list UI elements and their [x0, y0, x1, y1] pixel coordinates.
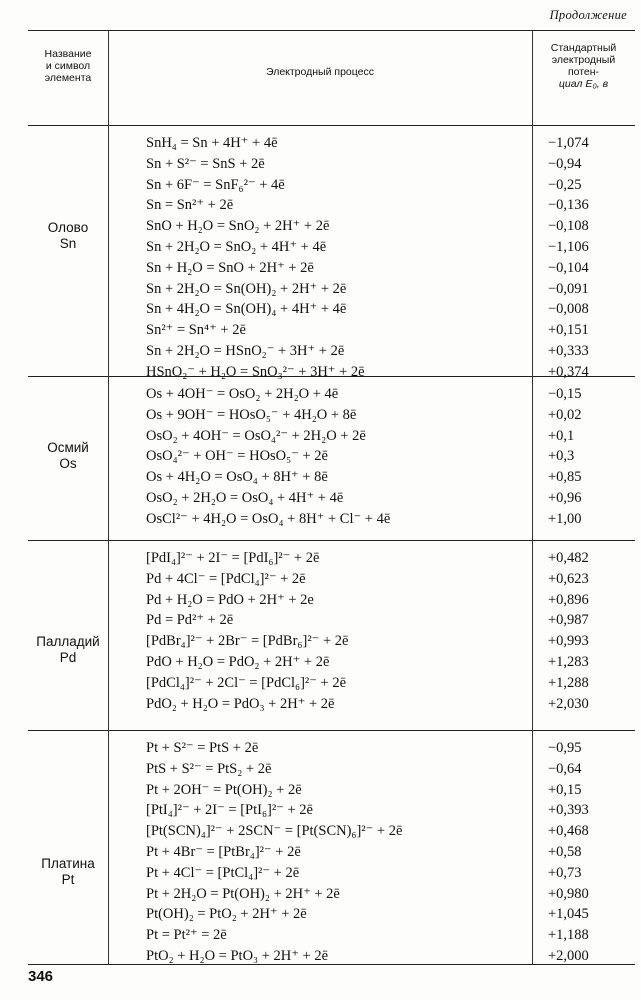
standard-potential: +2,030: [548, 695, 589, 712]
table-row: [28, 780, 635, 801]
table-row: [28, 610, 635, 631]
table-row: [28, 842, 635, 863]
electrode-process: Sn²⁺ = Sn⁴⁺ + 2ē: [146, 322, 246, 339]
table-row: [28, 673, 635, 694]
standard-potential: +0,623: [548, 570, 589, 587]
table-row: [28, 863, 635, 884]
table-row: [28, 821, 635, 842]
standard-potential: −1,106: [548, 239, 589, 255]
electrode-process: Os + 4OH⁻ = OsO₂ + 2H₂O + 4ē: [146, 386, 339, 402]
header-process-column: Электродный процесс: [266, 66, 374, 78]
header-rule: [28, 125, 635, 126]
electrode-process: [PdCl₄]²⁻ + 2Cl⁻ = [PdCl₆]²⁻ + 2ē: [146, 674, 347, 691]
electrode-process: [PdI₄]²⁻ + 2I⁻ = [PdI₆]²⁻ + 2ē: [146, 550, 320, 566]
header-line: Стандартный: [550, 42, 617, 54]
table-row: [28, 694, 635, 715]
electrode-process: Sn = Sn²⁺ + 2ē: [146, 197, 234, 214]
electrode-process: Pt + 4Cl⁻ = [PtCl₄]²⁻ + 2ē: [146, 864, 300, 881]
standard-potential: +0,151: [548, 322, 589, 339]
element-name: Осмий: [47, 440, 89, 455]
electrode-process: Pt + 2H₂O = Pt(OH)₂ + 2H⁺ + 2ē: [146, 885, 340, 902]
electrode-process: Pd + 4Cl⁻ = [PdCl₄]²⁻ + 2ē: [146, 570, 306, 587]
header-line: элемента: [44, 72, 92, 84]
standard-potential: +0,96: [548, 490, 582, 506]
standard-potential: −0,108: [548, 218, 589, 235]
table-row: [28, 759, 635, 780]
electrode-process: PtO₂ + H₂O = PtO₃ + 2H⁺ + 2ē: [146, 948, 329, 964]
table-row: [28, 258, 635, 279]
electrode-process: Pd = Pd²⁺ + 2ē: [146, 612, 234, 629]
standard-potential: +0,393: [548, 802, 589, 819]
electrode-process: Sn + S²⁻ = SnS + 2ē: [146, 155, 265, 172]
table-row: [28, 426, 635, 447]
standard-potential: +0,980: [548, 885, 589, 902]
standard-potential: +0,85: [548, 469, 582, 486]
electrode-process: Sn + 2H₂O = HSnO₂⁻ + 3H⁺ + 2ē: [146, 343, 345, 359]
electrode-process: Sn + 6F⁻ = SnF₆²⁻ + 4ē: [146, 176, 285, 193]
continued-label: Продолжение: [549, 8, 627, 22]
standard-potential: +0,1: [548, 427, 575, 444]
electrode-process: SnH₄ = Sn + 4H⁺ + 4ē: [146, 135, 278, 151]
table-row: [28, 175, 635, 196]
standard-potential: +0,73: [548, 864, 582, 881]
standard-potential: −0,95: [548, 740, 582, 756]
header-line: электродный: [551, 54, 616, 66]
standard-potential: +0,58: [548, 844, 582, 860]
potentials-table: [28, 30, 635, 965]
header-line: и символ: [45, 60, 91, 72]
electrode-process: [PtI₄]²⁻ + 2I⁻ = [PtI₆]²⁻ + 2ē: [146, 802, 313, 819]
element-name: Палладий: [36, 634, 100, 649]
table-row: [28, 405, 635, 426]
element-symbol: Os: [59, 456, 77, 471]
element-symbol: Sn: [59, 236, 77, 251]
page-number: 346: [28, 968, 54, 985]
electrode-process: OsO₂ + 2H₂O = OsO₄ + 4H⁺ + 4ē: [146, 490, 344, 506]
table-row: [28, 569, 635, 590]
table-row: [28, 237, 635, 258]
standard-potential: −0,104: [548, 259, 589, 276]
standard-potential: −0,25: [548, 176, 582, 193]
electrode-process: OsCl²⁻ + 4H₂O = OsO₄ + 8H⁺ + Cl⁻ + 4ē: [146, 510, 391, 527]
table-row: [28, 154, 635, 175]
standard-potential: +0,15: [548, 781, 582, 798]
standard-potential: −0,94: [548, 155, 582, 172]
header-line: потен-: [567, 66, 600, 78]
table-row: [28, 195, 635, 216]
table-top-rule: [28, 30, 635, 31]
standard-potential: −0,091: [548, 280, 589, 297]
group-divider: [28, 540, 635, 541]
table-row: [28, 925, 635, 946]
electrode-process: Os + 4H₂O = OsO₄ + 8H⁺ + 8ē: [146, 469, 328, 486]
electrode-process: Sn + H₂O = SnO + 2H⁺ + 2ē: [146, 259, 314, 276]
table-row: [28, 631, 635, 652]
electrode-process: PtS + S²⁻ = PtS₂ + 2ē: [146, 760, 272, 777]
electrode-process: PdO + H₂O = PdO₂ + 2H⁺ + 2ē: [146, 654, 330, 670]
electrode-process: Os + 9OH⁻ = HOsO₅⁻ + 4H₂O + 8ē: [146, 406, 357, 423]
table-row: [28, 904, 635, 925]
table-row: [28, 341, 635, 362]
standard-potential: +0,993: [548, 633, 589, 650]
header-line: Название: [44, 48, 92, 60]
standard-potential: +0,374: [548, 363, 589, 380]
table-row: [28, 946, 635, 967]
electrode-process: PdO₂ + H₂O = PdO₃ + 2H⁺ + 2ē: [146, 695, 335, 712]
electrode-process: Sn + 4H₂O = Sn(OH)₄ + 4H⁺ + 4ē: [146, 301, 347, 318]
element-name: Платина: [41, 856, 95, 871]
standard-potential: −0,15: [548, 386, 582, 402]
standard-potential: −0,008: [548, 301, 589, 318]
table-row: [28, 320, 635, 341]
header-element-column: [28, 48, 108, 84]
table-row: [28, 384, 635, 405]
table-row: [28, 279, 635, 300]
table-row: [28, 738, 635, 759]
table-row: [28, 652, 635, 673]
electrode-process: Pt + 4Br⁻ = [PtBr₄]²⁻ + 2ē: [146, 844, 301, 860]
standard-potential: +0,3: [548, 448, 575, 465]
standard-potential: −1,074: [548, 135, 589, 151]
element-symbol: Pd: [59, 650, 77, 665]
electrode-process: Pt + S²⁻ = PtS + 2ē: [146, 740, 259, 756]
electrode-process: Pt = Pt²⁺ = 2ē: [146, 927, 227, 944]
electrode-process: OsO₂ + 4OH⁻ = OsO₄²⁻ + 2H₂O + 2ē: [146, 427, 366, 444]
standard-potential: +2,000: [548, 948, 589, 964]
electrode-process: Pd + H₂O = PdO + 2H⁺ + 2e: [146, 591, 314, 608]
table-row: [28, 133, 635, 154]
table-row: [28, 488, 635, 509]
electrode-process: [Pt(SCN)₄]²⁻ + 2SCN⁻ = [Pt(SCN)₆]²⁻ + 2ē: [146, 823, 403, 840]
group-divider: [28, 730, 635, 731]
standard-potential: −0,64: [548, 760, 582, 777]
standard-potential: +0,482: [548, 550, 589, 566]
table-row: [28, 800, 635, 821]
table-row: [28, 216, 635, 237]
table-row: [28, 548, 635, 569]
electrode-process: SnO + H₂O = SnO₂ + 2H⁺ + 2ē: [146, 218, 330, 235]
table-row: [28, 362, 635, 383]
electrode-process: Pt(OH)₂ = PtO₂ + 2H⁺ + 2ē: [146, 906, 307, 923]
standard-potential: +1,188: [548, 927, 589, 944]
electrode-process: [PdBr₄]²⁻ + 2Br⁻ = [PdBr₆]²⁻ + 2ē: [146, 633, 349, 650]
table-row: [28, 446, 635, 467]
element-symbol: Pt: [61, 872, 75, 887]
electrode-process: HSnO₂⁻ + H₂O = SnO₃²⁻ + 3H⁺ + 2ē: [146, 363, 365, 380]
electrode-process: Sn + 2H₂O = SnO₂ + 4H⁺ + 4ē: [146, 239, 327, 255]
standard-potential: +0,468: [548, 823, 589, 840]
standard-potential: +0,896: [548, 591, 589, 608]
standard-potential: +1,288: [548, 674, 589, 691]
standard-potential: +1,045: [548, 906, 589, 923]
table-row: [28, 884, 635, 905]
standard-potential: +1,00: [548, 510, 582, 527]
standard-potential: +0,02: [548, 406, 582, 423]
table-row: [28, 299, 635, 320]
standard-potential: +1,283: [548, 654, 589, 670]
standard-potential: −0,136: [548, 197, 589, 214]
table-row: [28, 590, 635, 611]
electrode-process: OsO₄²⁻ + OH⁻ = HOsO₅⁻ + 2ē: [146, 448, 328, 465]
header-potential-column: [532, 42, 635, 90]
standard-potential: +0,333: [548, 343, 589, 359]
electrode-process: Pt + 2OH⁻ = Pt(OH)₂ + 2ē: [146, 781, 302, 798]
electrode-process: Sn + 2H₂O = Sn(OH)₂ + 2H⁺ + 2ē: [146, 280, 347, 297]
table-row: [28, 509, 635, 530]
standard-potential: +0,987: [548, 612, 589, 629]
table-row: [28, 467, 635, 488]
element-name: Олово: [47, 220, 89, 235]
header-line: циал E₀, в: [558, 78, 609, 90]
